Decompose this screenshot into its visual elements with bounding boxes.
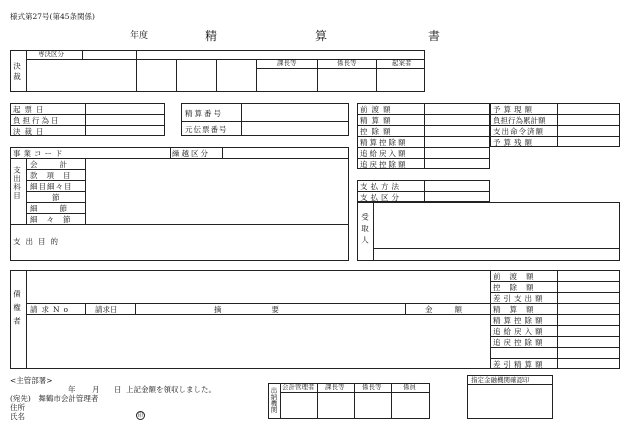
receipt-year: 年 <box>68 385 76 394</box>
accounting-manager-label: 会計管理者 <box>282 383 315 391</box>
amount-deduction-label: 控除額 <box>360 127 395 136</box>
receipt-day: 日 <box>114 385 122 394</box>
amount-settlement-label: 精算額 <box>360 116 395 125</box>
addressee: (宛先) 舞鶴市会計管理者 <box>10 394 99 403</box>
fiscal-year-label: 年度 <box>130 31 149 41</box>
project-code-label: 事業コード <box>13 149 66 158</box>
original-voucher-number-label: 元伝票番号 <box>185 125 228 134</box>
title-char-3: 書 <box>428 29 441 43</box>
budget-remaining-label: 予算残額 <box>493 138 535 147</box>
accounting-staff-label: 係員 <box>403 383 416 391</box>
accounting-agency-label: 出納機関 <box>269 387 278 413</box>
account-row-kankou: 款項目 <box>30 171 80 180</box>
approver-drafter: 起案者 <box>392 59 412 67</box>
form-id: 様式第27号(第45条関係) <box>10 12 95 21</box>
approval-block <box>10 50 425 92</box>
recipient-label: 受取人 <box>360 213 370 248</box>
budget-current-label: 予算現額 <box>493 105 535 114</box>
creditor-label: 債権者 <box>12 290 22 331</box>
claim-number-header: 請求No <box>30 305 73 314</box>
receipt-month: 月 <box>92 385 100 394</box>
summary-supplement-refund-label: 追給戻入額 <box>493 327 546 336</box>
summary-net-settlement-label: 差引精算額 <box>493 360 546 369</box>
account-row-setsu: 節 <box>52 193 60 202</box>
payment-category-label: 支払区分 <box>360 193 402 202</box>
summary-deduction-label: 控除額 <box>493 283 543 292</box>
budget-ordered-label: 支出命令済額 <box>493 127 544 136</box>
account-row-saimoku: 細目細々目 <box>30 182 73 191</box>
obligation-date-label: 負担行為日 <box>13 116 61 125</box>
description-header: 摘要 <box>214 305 329 314</box>
summary-advance-label: 前渡額 <box>493 272 543 281</box>
approver-section-chief: 課長等 <box>277 59 297 67</box>
accounting-subsection-chief-label: 係長等 <box>362 383 382 391</box>
amount-header: 金額 <box>425 305 484 314</box>
summary-refund-deduction-label: 追戻控除額 <box>493 338 546 347</box>
amount-advance-label: 前渡額 <box>360 105 395 114</box>
summary-net-payment-label: 差引支出額 <box>493 294 546 303</box>
department-label: <主管部署> <box>10 376 53 385</box>
account-row-saisaisetsu: 細々節 <box>30 215 80 224</box>
delegation-category-label: 専決区分 <box>38 50 64 58</box>
payment-method-label: 支払方法 <box>360 182 402 191</box>
budget-obligation-total-label: 負担行為累計額 <box>493 116 546 125</box>
claim-date-header: 請求日 <box>95 305 118 314</box>
recipient-block <box>357 202 620 261</box>
summary-settlement-deduction-label: 精算控除額 <box>493 316 546 325</box>
receipt-statement: 上記金額を領収しました。 <box>126 385 216 394</box>
accounting-section-chief-label: 課長等 <box>325 383 345 391</box>
draft-date-label: 起票日 <box>13 105 48 114</box>
account-row-saisetsu: 細節 <box>30 204 89 213</box>
expenditure-account-label: 支出科目 <box>12 166 22 200</box>
approval-label: 決裁 <box>12 62 22 83</box>
amount-supplement-refund-label: 追給戻入額 <box>360 149 408 158</box>
expenditure-purpose-label: 支出目的 <box>13 237 63 246</box>
title-char-1: 精 <box>205 29 218 43</box>
carryover-category-label: 繰越区分 <box>172 149 210 158</box>
seal-mark: 印 <box>137 413 144 419</box>
summary-settlement-label: 精算額 <box>493 305 543 314</box>
name-label: 氏名 <box>10 412 25 421</box>
bank-confirmation-label: 指定金融機関確認印 <box>471 376 530 384</box>
decision-date-label: 決裁日 <box>13 127 48 136</box>
amount-settlement-deduction-label: 精算控除額 <box>360 138 408 147</box>
approver-subsection-chief: 係長等 <box>337 59 357 67</box>
address-label: 住所 <box>10 403 25 412</box>
settlement-number-label: 精算番号 <box>185 109 223 118</box>
account-row-kaikei: 会計 <box>30 160 89 169</box>
title-char-2: 算 <box>315 29 328 43</box>
amount-refund-deduction-label: 追戻控除額 <box>360 160 408 169</box>
